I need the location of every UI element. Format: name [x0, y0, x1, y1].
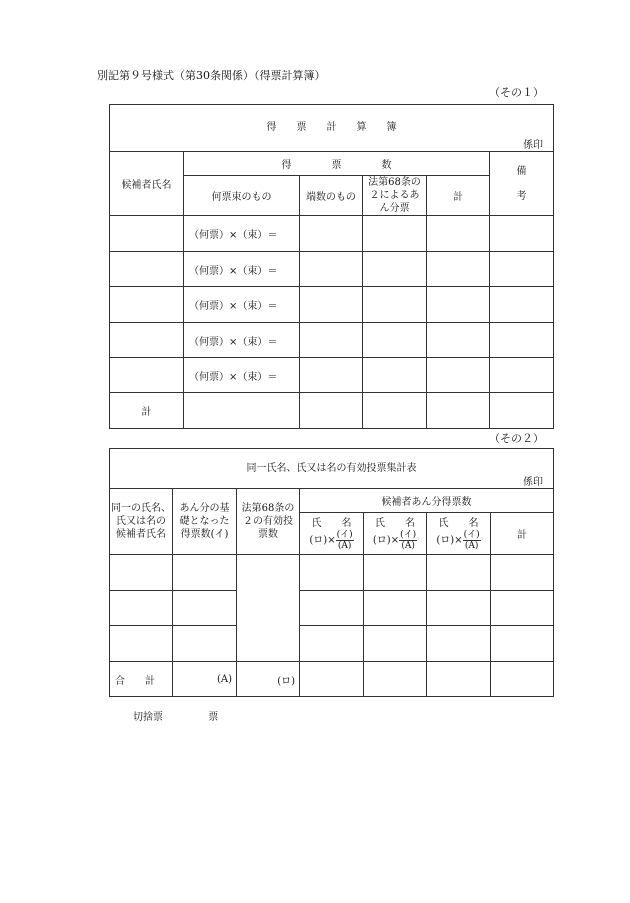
valid-votes-cell[interactable]	[237, 555, 300, 662]
discarded-votes-label: 切捨票	[133, 712, 163, 723]
table-row	[110, 216, 554, 252]
entry-cell[interactable]	[491, 555, 554, 591]
total-cell[interactable]	[300, 662, 364, 697]
total-cell[interactable]	[364, 662, 427, 697]
tally-title-cell	[110, 449, 554, 489]
sum-header: 計	[491, 513, 554, 555]
candidate-name-cell[interactable]	[110, 358, 184, 393]
entry-cell[interactable]	[364, 626, 427, 662]
bundle-formula: （何票）×（束）＝	[184, 216, 300, 252]
remarks-cell[interactable]	[490, 252, 554, 287]
valid-vote-tally-table	[109, 448, 554, 697]
proportional-cell[interactable]	[363, 252, 427, 287]
same-name-header: 同一の氏名、 氏又は名の 候補者氏名	[110, 489, 173, 555]
remarks-header: 備 考	[490, 152, 554, 216]
remainder-cell[interactable]	[300, 252, 363, 287]
proportional-cell[interactable]	[363, 358, 427, 393]
allocated-votes-header: 候補者あん分得票数	[300, 489, 554, 513]
total-cell[interactable]	[363, 393, 427, 429]
candidate-name-cell[interactable]	[110, 216, 184, 252]
tally-title: 同一氏名、氏又は名の有効投票集計表	[246, 463, 417, 474]
total-a-cell: (A)	[173, 662, 237, 697]
subtotal-cell[interactable]	[427, 323, 490, 358]
subtotal-cell[interactable]	[427, 358, 490, 393]
entry-cell[interactable]	[364, 591, 427, 626]
entry-cell[interactable]	[110, 555, 173, 591]
entry-cell[interactable]	[300, 626, 364, 662]
vote-count-title: 得 票 計 算 簿	[266, 122, 397, 133]
remarks-cell[interactable]	[490, 216, 554, 252]
entry-cell[interactable]	[300, 591, 364, 626]
page-title: 別記第９号様式（第30条関係）（得票計算簿）	[97, 69, 326, 82]
bundle-formula: （何票）×（束）＝	[184, 287, 300, 323]
vote-count-title-cell	[110, 105, 554, 152]
candidate-name-cell[interactable]	[110, 323, 184, 358]
entry-cell[interactable]	[364, 555, 427, 591]
proportional-cell[interactable]	[363, 216, 427, 252]
entry-cell[interactable]	[427, 626, 491, 662]
subtotal-cell[interactable]	[427, 216, 490, 252]
subtotal-cell[interactable]	[427, 252, 490, 287]
bundle-formula: （何票）×（束）＝	[184, 252, 300, 287]
discarded-votes-unit: 票	[208, 712, 219, 723]
remarks-cell[interactable]	[490, 323, 554, 358]
remarks-cell[interactable]	[490, 358, 554, 393]
total-cell[interactable]	[491, 662, 554, 697]
table-row	[110, 358, 554, 393]
remarks-cell[interactable]	[490, 287, 554, 323]
candidate-name-cell[interactable]	[110, 252, 184, 287]
allocation-formula-cell: 氏 名 (ロ)× $\frac{\text{(イ)}}{(A)}$	[427, 513, 491, 555]
total-cell[interactable]	[427, 662, 491, 697]
total-cell[interactable]	[427, 393, 490, 429]
remainder-cell[interactable]	[300, 287, 363, 323]
entry-cell[interactable]	[427, 591, 491, 626]
stamp-label: 係印	[523, 140, 544, 151]
entry-cell[interactable]	[173, 555, 237, 591]
bundle-formula: （何票）×（束）＝	[184, 358, 300, 393]
part2-label: （その２）	[489, 432, 544, 445]
remainder-header: 端数のもの	[300, 176, 363, 216]
stamp-label: 係印	[523, 477, 544, 488]
table-row	[110, 555, 554, 591]
total-cell[interactable]	[490, 393, 554, 429]
subtotal-cell[interactable]	[427, 287, 490, 323]
table-row	[110, 591, 554, 626]
votes-header: 得 票 数	[184, 152, 490, 176]
part1-label: （その１）	[489, 86, 544, 99]
proportional-cell[interactable]	[363, 323, 427, 358]
table-row	[110, 626, 554, 662]
allocation-formula-cell: 氏 名 (ロ)× $\frac{\text{(イ)}}{(A)}$	[364, 513, 427, 555]
entry-cell[interactable]	[110, 626, 173, 662]
entry-cell[interactable]	[173, 626, 237, 662]
total-cell[interactable]	[300, 393, 363, 429]
entry-cell[interactable]	[300, 555, 364, 591]
entry-cell[interactable]	[491, 591, 554, 626]
table-row	[110, 252, 554, 287]
grand-total-label: 合 計	[110, 662, 173, 697]
table-row	[110, 323, 554, 358]
entry-cell[interactable]	[427, 555, 491, 591]
vote-count-table	[109, 104, 554, 429]
base-votes-header: あん分の基 礎となった 得票数(イ)	[173, 489, 237, 555]
discarded-votes-note	[133, 708, 218, 723]
valid-votes-header: 法第68条の ２の有効投 票数	[237, 489, 300, 555]
subtotal-header: 計	[427, 176, 490, 216]
total-row	[110, 393, 554, 429]
remainder-cell[interactable]	[300, 216, 363, 252]
bundle-header: 何票束のもの	[184, 176, 300, 216]
remainder-cell[interactable]	[300, 358, 363, 393]
table-row	[110, 287, 554, 323]
entry-cell[interactable]	[110, 591, 173, 626]
bundle-formula: （何票）×（束）＝	[184, 323, 300, 358]
entry-cell[interactable]	[173, 591, 237, 626]
total-label: 計	[110, 393, 184, 429]
allocation-formula-cell: 氏 名 (ロ)× $\frac{\text{(イ)}}{(A)}$	[300, 513, 364, 555]
total-b-cell: (ロ)	[237, 662, 300, 697]
proportional-cell[interactable]	[363, 287, 427, 323]
entry-cell[interactable]	[491, 626, 554, 662]
candidate-name-header: 候補者氏名	[110, 152, 184, 216]
candidate-name-cell[interactable]	[110, 287, 184, 323]
proportional-header: 法第68条の ２によるあ ん分票	[363, 176, 427, 216]
remainder-cell[interactable]	[300, 323, 363, 358]
total-cell[interactable]	[184, 393, 300, 429]
total-row	[110, 662, 554, 697]
